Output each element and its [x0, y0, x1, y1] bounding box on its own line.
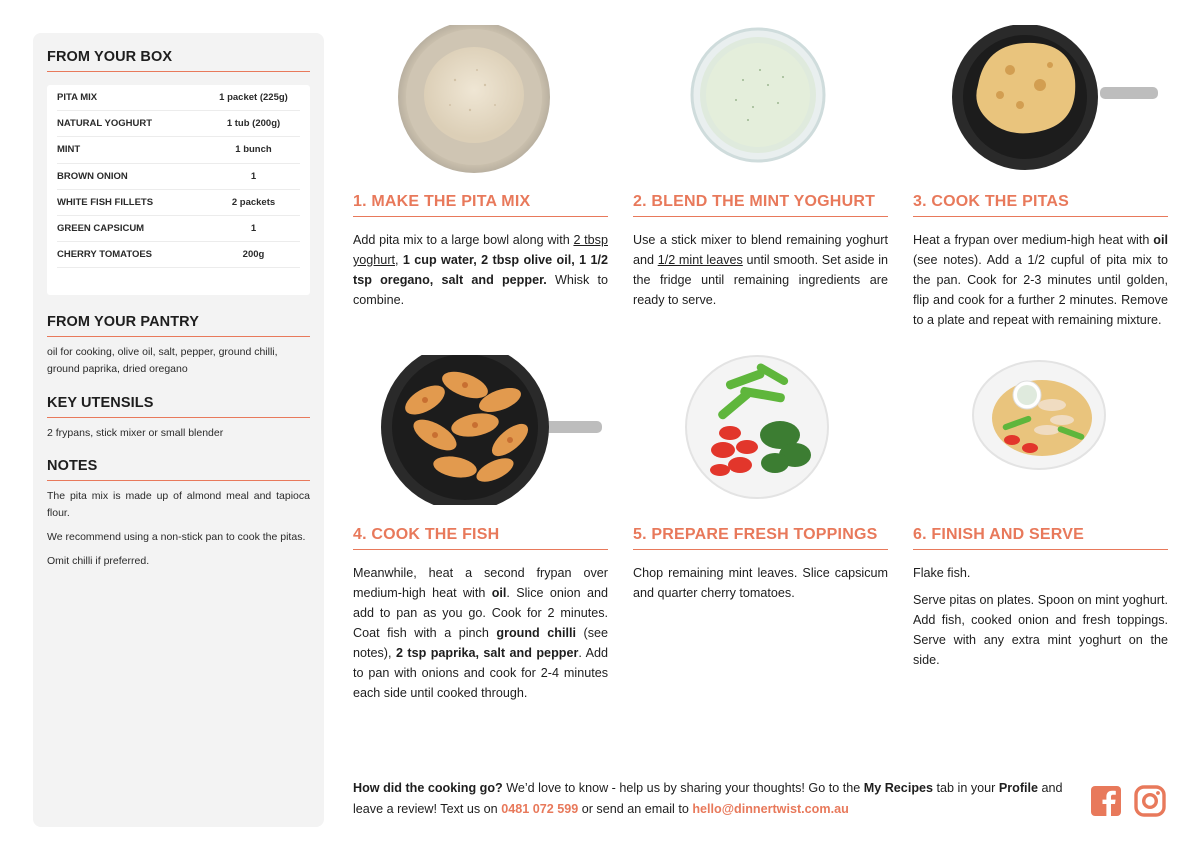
text-segment: . Slice onion and add to pan as you go. Cook for 2 minutes. Coat fish with a pinch	[353, 586, 608, 640]
text-segment: 1/2 mint leaves	[657, 253, 743, 267]
mint-yoghurt-bowl-photo	[688, 25, 828, 165]
step-title: 2. BLEND THE MINT YOGHURT	[633, 193, 888, 217]
step-paragraph	[913, 563, 1168, 583]
ingredient-row	[57, 242, 300, 268]
step-title: 3. COOK THE PITAS	[913, 193, 1168, 217]
ingredient-qty: 200g	[242, 249, 265, 261]
step-1	[353, 193, 608, 310]
instagram-icon[interactable]	[1134, 785, 1166, 817]
ingredient-qty: 1 bunch	[235, 144, 272, 156]
text-segment: or send an email to	[578, 802, 693, 816]
text-segment: Chop remaining mint leaves. Slice capsicum and quarter cherry tomatoes.	[633, 566, 888, 600]
step-paragraph	[353, 230, 608, 310]
ingredient-name: CHERRY TOMATOES	[57, 249, 153, 261]
text-segment: 2 tbsp yoghurt	[353, 233, 608, 267]
ingredient-row	[57, 164, 300, 190]
ingredient-name: BROWN ONION	[57, 170, 128, 182]
step-body	[353, 230, 608, 310]
utensils-text: 2 frypans, stick mixer or small blender	[47, 426, 224, 439]
ingredient-name: WHITE FISH FILLETS	[57, 196, 154, 208]
note-item: The pita mix is made up of almond meal and tapioca flour.	[47, 490, 310, 520]
ingredient-qty: 1	[250, 170, 257, 182]
ingredient-name: MINT	[57, 144, 81, 156]
step-6	[913, 526, 1168, 670]
ingredient-row	[57, 216, 300, 242]
step-title: 5. PREPARE FRESH TOPPINGS	[633, 526, 888, 550]
ingredient-qty: 1 packet (225g)	[219, 92, 288, 104]
pita-in-frypan-photo	[950, 25, 1160, 170]
text-segment: oil	[491, 586, 507, 600]
pantry-section	[47, 314, 310, 378]
text-segment: Whisk to combine.	[353, 273, 608, 307]
text-segment: Meanwhile, heat a second frypan over medium-high heat with	[353, 566, 608, 600]
step-3	[913, 193, 1168, 330]
step-title: 1. MAKE THE PITA MIX	[353, 193, 608, 217]
ingredient-name: PITA MIX	[57, 92, 98, 104]
text-segment: Heat a frypan over medium-high heat with	[913, 233, 1154, 247]
text-segment: We’d love to know - help us by sharing your thoughts! Go to the	[502, 781, 864, 795]
text-segment: 1 cup water, 2 tbsp olive oil, 1 1/2 tsp oregano, salt and pepper.	[353, 253, 609, 287]
ingredient-row	[57, 111, 300, 137]
from-your-box-heading: FROM YOUR BOX	[47, 49, 310, 72]
text-segment: 2 tsp paprika, salt and pepper	[395, 646, 579, 660]
note-item: We recommend using a non-stick pan to cook the pitas.	[47, 530, 306, 543]
facebook-icon[interactable]	[1090, 785, 1122, 817]
finished-plate-photo	[972, 360, 1107, 470]
text-segment: tab in your	[933, 781, 999, 795]
text-segment: Profile	[998, 781, 1039, 795]
text-segment: . Add to pan with onions and cook for 2-4 minutes each side until cooked through.	[353, 646, 609, 700]
text-segment: oil	[1153, 233, 1168, 247]
notes-heading: NOTES	[47, 458, 310, 481]
contact-link[interactable]: hello@dinnertwist.com.au	[692, 802, 849, 816]
contact-link[interactable]: 0481 072 599	[501, 802, 579, 816]
ingredient-row	[57, 85, 300, 111]
text-segment: My Recipes	[863, 781, 934, 795]
note-item: Omit chilli if preferred.	[47, 554, 150, 567]
ingredient-name: NATURAL YOGHURT	[57, 118, 152, 130]
ingredient-qty: 1 tub (200g)	[226, 118, 281, 130]
footer-text	[353, 781, 1063, 816]
step-body	[633, 563, 888, 603]
step-4	[353, 526, 608, 703]
step-body	[633, 230, 888, 310]
feedback-footer	[353, 778, 1073, 820]
text-segment: Add pita mix to a large bowl along with	[353, 233, 574, 247]
text-segment: Flake fish.	[913, 566, 971, 580]
pantry-heading: FROM YOUR PANTRY	[47, 314, 310, 337]
text-segment: until smooth. Set aside in the fridge until remaining ingredients are ready to serve.	[633, 253, 888, 307]
ingredient-qty: 2 packets	[231, 196, 276, 208]
ingredient-name: GREEN CAPSICUM	[57, 223, 145, 235]
text-segment: ground chilli	[496, 626, 576, 640]
text-segment: Use a stick mixer to blend remaining yoghurt and	[633, 233, 888, 267]
sidebar	[33, 33, 324, 827]
ingredient-row	[57, 137, 300, 163]
ingredient-qty: 1	[250, 223, 257, 235]
step-2	[633, 193, 888, 310]
pantry-text: oil for cooking, olive oil, salt, pepper, ground chilli, ground paprika, dried oregano	[47, 346, 278, 375]
step-title: 4. COOK THE FISH	[353, 526, 608, 550]
step-body	[913, 563, 1168, 670]
step-paragraph	[353, 563, 608, 703]
text-segment: Serve pitas on plates. Spoon on mint yoghurt. Add fish, cooked onion and fresh toppings. Serve with any extra mint yoghurt on the side.	[913, 593, 1168, 667]
step-body	[913, 230, 1168, 330]
text-segment: (see notes),	[353, 626, 608, 660]
fish-in-frypan-photo	[380, 355, 605, 505]
notes-section	[47, 458, 310, 569]
step-paragraph	[913, 230, 1168, 330]
step-5	[633, 526, 888, 603]
ingredient-row	[57, 190, 300, 216]
step-paragraph	[913, 590, 1168, 670]
step-paragraph	[633, 230, 888, 310]
step-paragraph	[633, 563, 888, 603]
text-segment: How did the cooking go?	[353, 781, 503, 795]
text-segment: ,	[395, 253, 403, 267]
ingredients-table	[47, 85, 310, 295]
step-body	[353, 563, 608, 703]
fresh-toppings-plate-photo	[685, 355, 830, 500]
step-title: 6. FINISH AND SERVE	[913, 526, 1168, 550]
pita-mix-bowl-photo	[395, 25, 553, 175]
text-segment: and leave a review! Text us on	[353, 781, 1063, 816]
utensils-section	[47, 395, 310, 442]
text-segment: (see notes). Add a 1/2 cupful of pita mix to the pan. Cook for 2-3 minutes until golden, flip and cook for a further 2 minutes. Remove to a plate and repeat with remaining mixture.	[913, 253, 1168, 327]
utensils-heading: KEY UTENSILS	[47, 395, 310, 418]
